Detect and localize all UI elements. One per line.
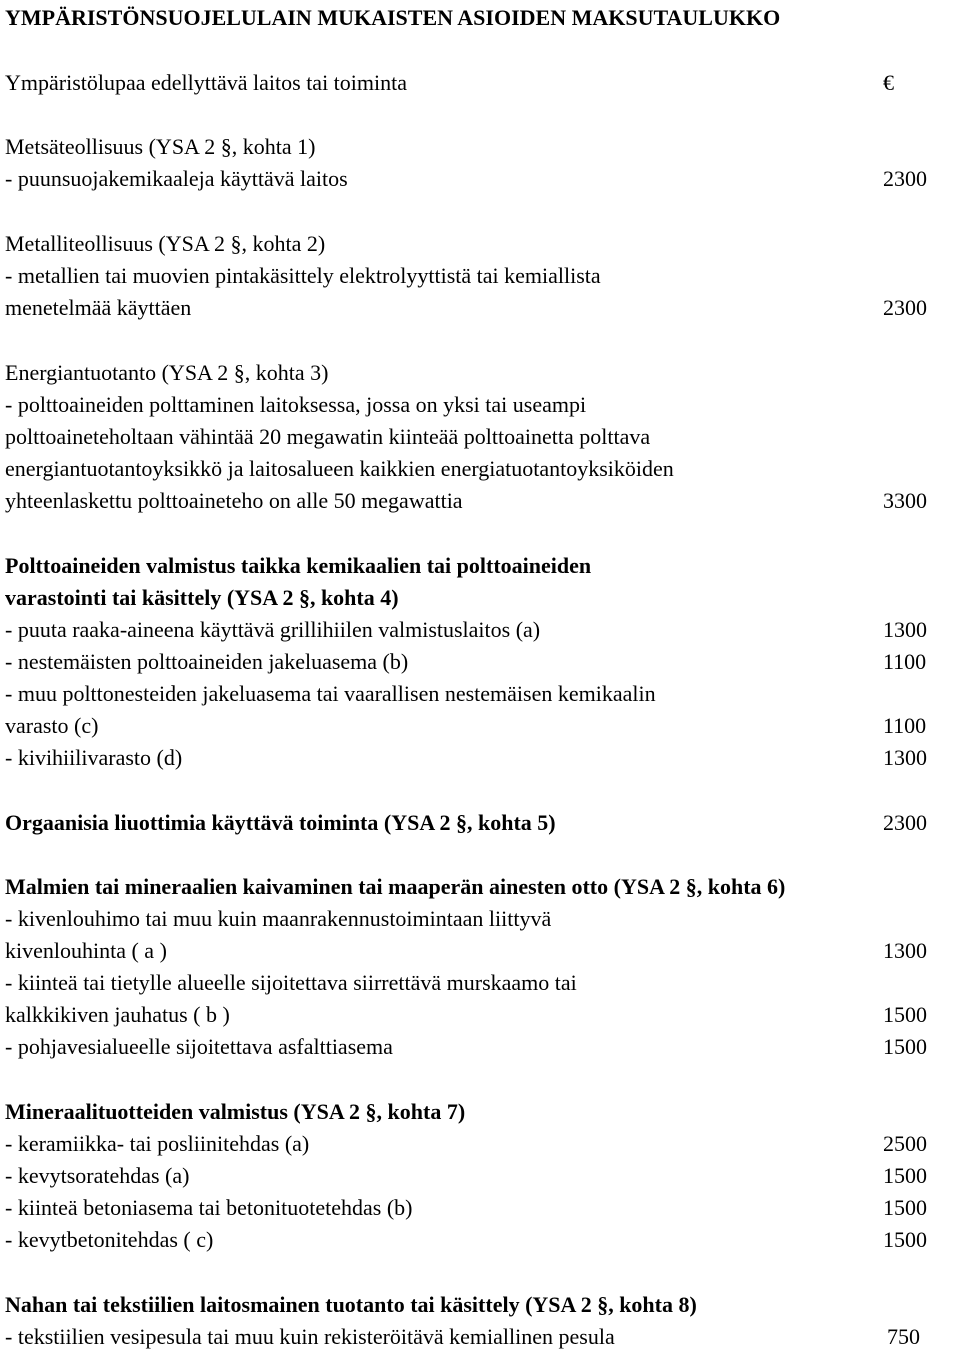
section-heading: varastointi tai käsittely (YSA 2 §, kohta 4) — [5, 585, 399, 610]
fee-row: - tekstiilien vesipesula tai muu kuin rekisteröitävä kemiallinen pesula 750 — [5, 1321, 960, 1353]
fee-amount: 2300 — [883, 810, 927, 835]
fee-row: - keramiikka- tai posliinitehdas (a) 2500 — [5, 1128, 960, 1160]
fee-row-text: polttoaineteholtaan vähintää 20 megawatin kiinteää polttoainetta polttava — [5, 424, 651, 449]
fee-row: kalkkikiven jauhatus ( b ) 1500 — [5, 999, 960, 1031]
fee-amount: 1500 — [883, 1002, 927, 1027]
fee-amount: 1300 — [883, 938, 927, 963]
section-heading: Energiantuotanto (YSA 2 §, kohta 3) — [5, 360, 329, 385]
fee-row: - puunsuojakemikaaleja käyttävä laitos 2300 — [5, 163, 960, 195]
fee-row: - kevytbetonitehdas ( c) 1500 — [5, 1224, 960, 1256]
fee-row: - kivihiilivarasto (d) 1300 — [5, 742, 960, 774]
fee-row: - kiinteä betoniasema tai betonituotetehdas (b) 1500 — [5, 1192, 960, 1224]
fee-amount: 750 — [887, 1324, 920, 1349]
fee-row: varasto (c) 1100 — [5, 710, 960, 742]
currency-label: € — [883, 70, 894, 95]
fee-row-text: - kiinteä tai tietylle alueelle sijoitettava siirrettävä murskaamo tai — [5, 970, 577, 995]
section-heading: Polttoaineiden valmistus taikka kemikaalien tai polttoaineiden — [5, 553, 592, 578]
section-heading: Nahan tai tekstiilien laitosmainen tuotanto tai käsittely (YSA 2 §, kohta 8) — [5, 1292, 697, 1317]
section-heading: Malmien tai mineraalien kaivaminen tai maaperän ainesten otto (YSA 2 §, kohta 6) — [5, 874, 786, 899]
fee-row: yhteenlaskettu polttoaineteho on alle 50 megawattia 3300 — [5, 485, 960, 517]
fee-amount: 1100 — [883, 649, 927, 674]
fee-row: - pohjavesialueelle sijoitettava asfalttiasema 1500 — [5, 1031, 960, 1063]
fee-amount: 1500 — [883, 1195, 927, 1220]
fee-amount: 1300 — [883, 745, 927, 770]
fee-amount: 1100 — [883, 713, 927, 738]
fee-row: - puuta raaka-aineena käyttävä grillihiilen valmistuslaitos (a) 1300 — [5, 614, 960, 646]
fee-row-text: - muu polttonesteiden jakeluasema tai vaarallisen nestemäisen kemikaalin — [5, 681, 656, 706]
fee-row-text: - kivenlouhimo tai muu kuin maanrakennustoimintaan liittyvä — [5, 906, 552, 931]
fee-amount: 1500 — [883, 1227, 927, 1252]
fee-amount: 1500 — [883, 1034, 927, 1059]
section-heading: Orgaanisia liuottimia käyttävä toiminta (YSA 2 §, kohta 5) — [5, 810, 556, 835]
section-heading: Metalliteollisuus (YSA 2 §, kohta 2) — [5, 231, 326, 256]
fee-row: kivenlouhinta ( a ) 1300 — [5, 935, 960, 967]
fee-row — [5, 807, 960, 839]
fee-row-text: - metallien tai muovien pintakäsittely elektrolyyttistä tai kemiallista — [5, 263, 601, 288]
table-header — [5, 67, 960, 99]
fee-amount: 1500 — [883, 1163, 927, 1188]
section-heading: Metsäteollisuus (YSA 2 §, kohta 1) — [5, 134, 316, 159]
fee-amount: 3300 — [883, 488, 927, 513]
header-label: Ympäristölupaa edellyttävä laitos tai toiminta — [5, 70, 408, 95]
fee-amount: 2300 — [883, 166, 927, 191]
fee-row-text: - polttoaineiden polttaminen laitoksessa, jossa on yksi tai useampi — [5, 392, 587, 417]
section-heading: Mineraalituotteiden valmistus (YSA 2 §, kohta 7) — [5, 1099, 466, 1124]
fee-row: menetelmää käyttäen 2300 — [5, 292, 960, 324]
fee-row: - kevytsoratehdas (a) 1500 — [5, 1160, 960, 1192]
fee-amount: 1300 — [883, 617, 927, 642]
document-title: YMPÄRISTÖNSUOJELULAIN MUKAISTEN ASIOIDEN MAKSUTAULUKKO — [5, 5, 781, 30]
fee-row-text: energiantuotantoyksikkö ja laitosalueen kaikkien energiatuotantoyksiköiden — [5, 456, 674, 481]
fee-row: - nestemäisten polttoaineiden jakeluasema (b) 1100 — [5, 646, 960, 678]
fee-amount: 2500 — [883, 1131, 927, 1156]
fee-amount: 2300 — [883, 295, 927, 320]
